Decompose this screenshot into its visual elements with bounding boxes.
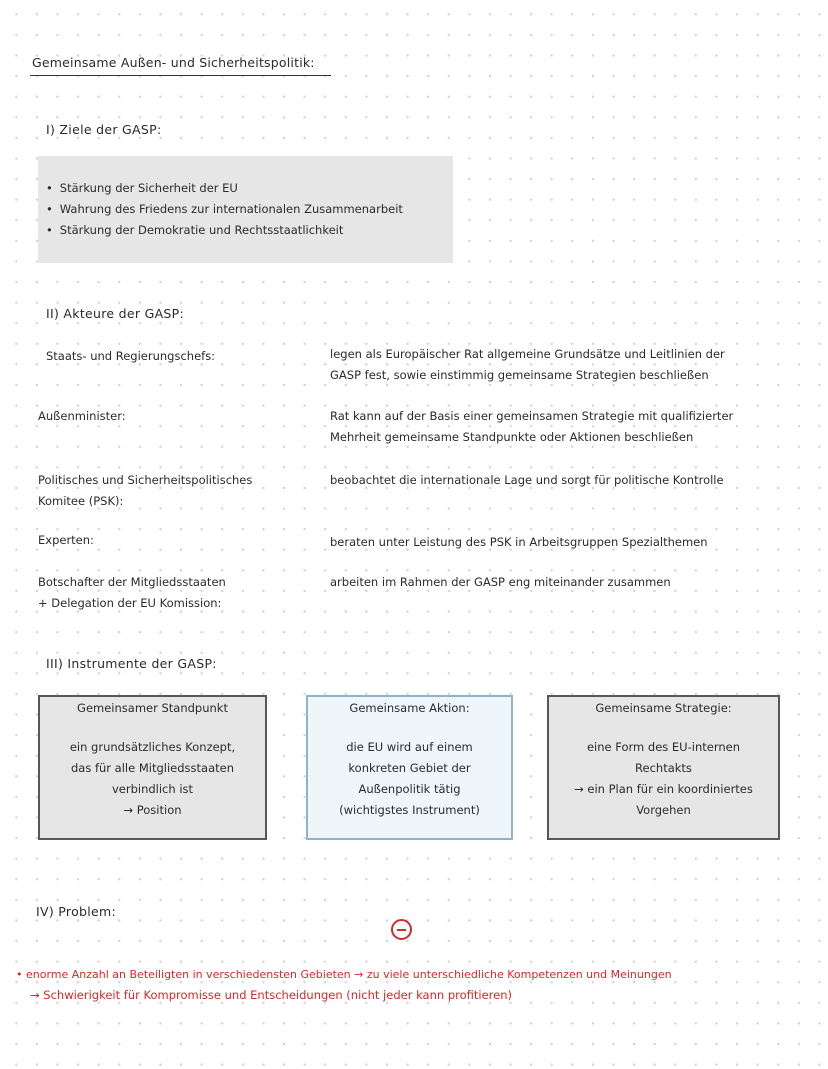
section-heading-problem: IV) Problem: [36, 904, 117, 919]
section-heading-goals: I) Ziele der GASP: [46, 122, 162, 137]
goals-box [38, 156, 453, 263]
actor-description: Rat kann auf der Basis einer gemeinsamen Strategie mit qualifizierter Mehrheit gemeinsame Standpunkte oder Aktionen beschließen [330, 409, 734, 444]
actor-label: Außenminister: [38, 409, 126, 423]
instrument-box-standpunkt [38, 695, 267, 840]
problem-line: → Schwierigkeit für Kompromisse und Entscheidungen (nicht jeder kann profitieren) [30, 988, 512, 1002]
instrument-box-aktion [306, 695, 513, 840]
section-heading-actors: II) Akteure der GASP: [46, 306, 185, 321]
section-heading-instruments: III) Instrumente der GASP: [46, 656, 217, 671]
actor-description: beobachtet die internationale Lage und sorgt für politische Kontrolle [330, 473, 724, 487]
actor-description: arbeiten im Rahmen der GASP eng miteinander zusammen [330, 575, 671, 589]
actor-label: Botschafter der Mitgliedsstaaten + Delegation der EU Komission: [38, 575, 226, 610]
list-item: • Stärkung der Demokratie und Rechtsstaatlichkeit [46, 220, 403, 241]
actor-label: Staats- und Regierungschefs: [46, 349, 216, 363]
title-underline [30, 75, 331, 76]
instrument-title: Gemeinsamer Standpunkt [77, 701, 228, 715]
page-title: Gemeinsame Außen- und Sicherheitspolitik: [32, 55, 315, 70]
instrument-title: Gemeinsame Strategie: [595, 701, 732, 715]
instrument-body: eine Form des EU-internen Rechtakts → ein Plan für ein koordiniertes Vorgehen [574, 740, 753, 817]
instrument-body: ein grundsätzliches Konzept, das für alle Mitgliedsstaaten verbindlich ist → Position [69, 740, 236, 817]
instrument-box-strategie [547, 695, 780, 840]
actor-description: legen als Europäischer Rat allgemeine Grundsätze und Leitlinien der GASP fest, sowie einstimmig gemeinsame Strategien beschließen [330, 347, 725, 382]
actor-description: beraten unter Leistung des PSK in Arbeitsgruppen Spezialthemen [330, 535, 708, 549]
list-item: • Wahrung des Friedens zur internationalen Zusammenarbeit [46, 199, 403, 220]
actor-label: Politisches und Sicherheitspolitisches Komitee (PSK): [38, 473, 253, 508]
list-item: • Stärkung der Sicherheit der EU [46, 178, 403, 199]
actor-label: Experten: [38, 533, 94, 547]
minus-circle-icon [391, 919, 412, 940]
instrument-body: die EU wird auf einem konkreten Gebiet der Außenpolitik tätig (wichtigstes Instrument) [339, 740, 480, 817]
instrument-title: Gemeinsame Aktion: [349, 701, 470, 715]
goals-list [46, 178, 403, 241]
problem-line: • enorme Anzahl an Beteiligten in verschiedensten Gebieten → zu viele unterschiedliche Kompetenzen und Meinungen [16, 968, 672, 981]
